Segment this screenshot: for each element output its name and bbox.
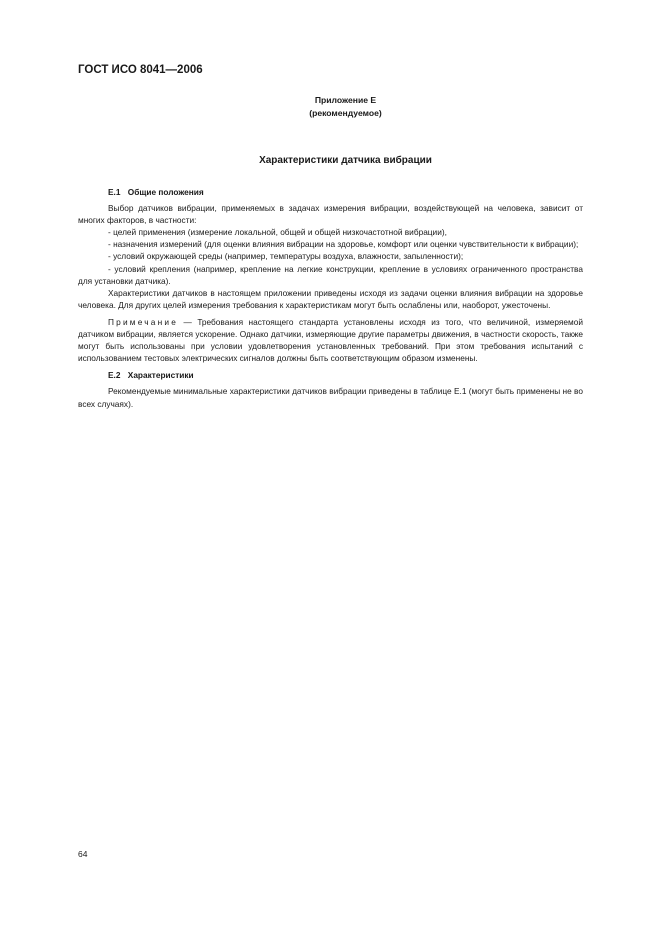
section-title: Общие положения [127,187,204,197]
section-number: Е.1 [108,187,121,197]
list-item: - целей применения (измерение локальной, общей и общей низкочастотной вибрации), [108,227,447,238]
section-heading-e2 [78,369,583,381]
document-code: ГОСТ ИСО 8041—2006 [78,64,203,76]
list-item: - условий окружающей среды (например, температуры воздуха, влажности, запыленности); [108,251,464,262]
note [78,316,583,364]
document-body [78,186,583,410]
note-text: — Требования настоящего стандарта установлены исходя из того, что величиной, измеряемой датчиком вибрации, является ускорение. Однако датчики, измеряющие другие параметры движения, в частности скорость, также могут быть использованы при условии удовлетворения установленных требований. При этом требования испытаний с использованием тестовых электрических сигналов должны быть соответствующим образом изменены. [78,316,583,364]
main-title: Характеристики датчика вибрации [259,155,432,166]
section-number: Е.2 [108,370,121,381]
paragraph: Рекомендуемые минимальные характеристики датчиков вибрации приведены в таблице Е.1 (могут быть применены не во всех случаях). [78,386,583,409]
paragraph: Выбор датчиков вибрации, применяемых в задачах измерения вибрации, воздействующей на человека, зависит от многих факторов, в частности: [78,203,583,226]
list-item: - назначения измерений (для оценки влияния вибрации на здоровье, комфорт или оценки чувствительности к вибрации); [108,239,579,250]
section-title: Характеристики [127,370,194,381]
paragraph: Характеристики датчиков в настоящем приложении приведены исходя из задачи оценки влияния вибрации на здоровье человека. Для других целей измерения требования к характеристикам могут быть ослаблены или, наоборот, ужесточены. [78,287,583,310]
appendix-title: Приложение Е [314,95,377,105]
appendix-status: (рекомендуемое) [309,108,382,118]
list-item: - условий крепления (например, крепление на легкие конструкции, крепление в условиях ограниченного пространства для установки датчика). [78,263,583,286]
page-number: 64 [78,849,88,859]
appendix-heading [0,94,661,120]
section-heading-e1 [78,186,583,198]
note-label: Примечание [108,316,179,327]
